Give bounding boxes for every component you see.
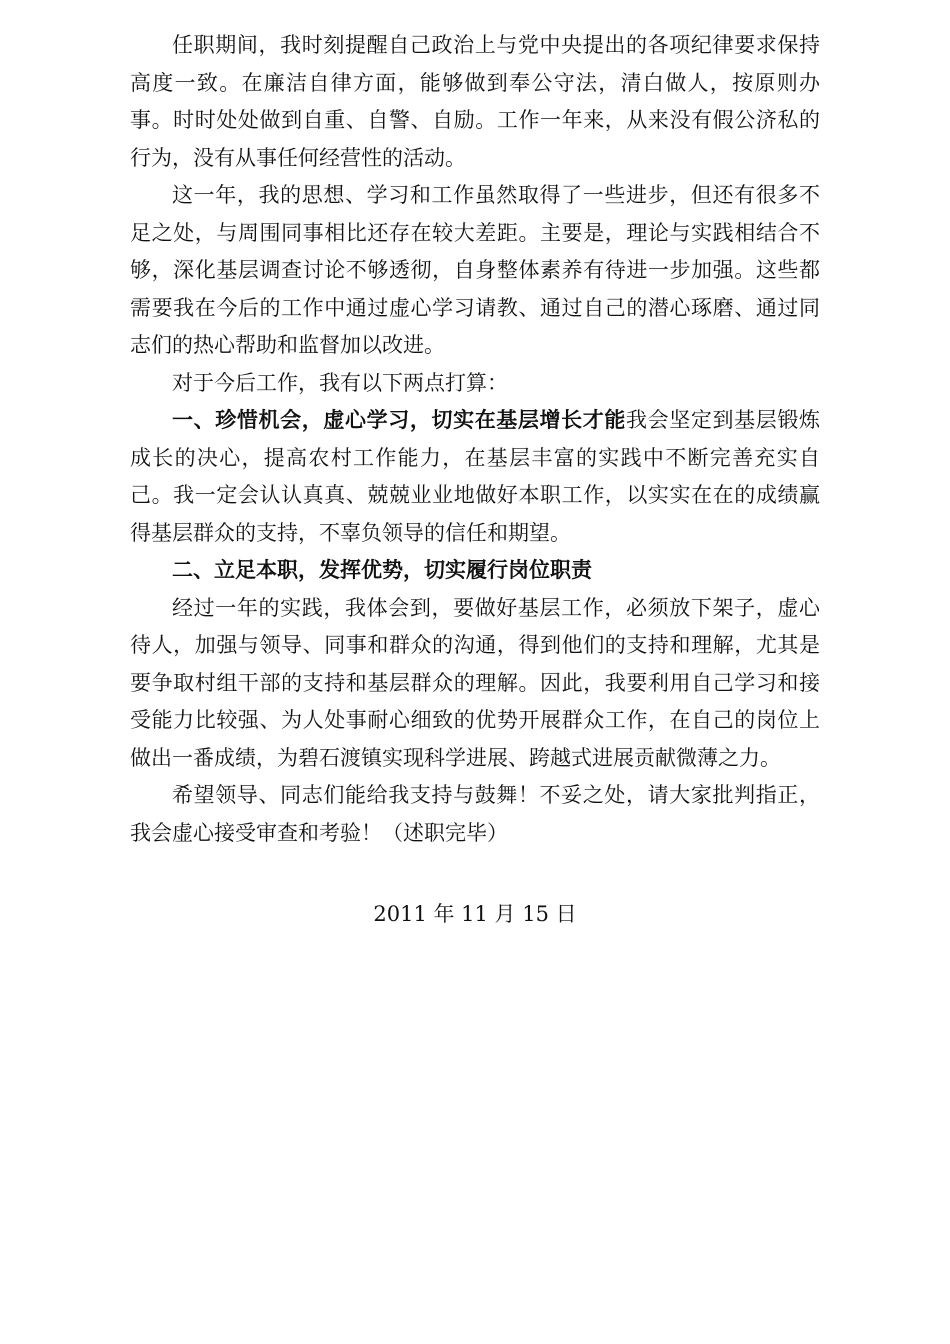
paragraph-shortcomings: 这一年，我的思想、学习和工作虽然取得了一些进步，但还有很多不足之处，与周围同事相比还存在较大差距。主要是，理论与实践相结合不够，深化基层调查讨论不够透彻，自身整体素养有待进一步加强。这些都需要我在今后的工作中通过虚心学习请教、通过自己的潜心琢磨、通过同志们的热心帮助和监督加以改进。 xyxy=(130,183,820,357)
paragraph-plan-two-body: 经过一年的实践，我体会到，要做好基层工作，必须放下架子，虚心待人，加强与领导、同事和群众的沟通，得到他们的支持和理解，尤其是要争取村组干部的支持和基层群众的理解。因此，我要利用自己学习和接受能力比较强、为人处事耐心细致的优势开展群众工作，在自己的岗位上做出一番成绩，为碧石渡镇实现科学进展、跨越式进展贡献微薄之力。 xyxy=(130,595,820,770)
document-page xyxy=(130,27,820,934)
plan-one-heading: 一、珍惜机会，虚心学习，切实在基层增长才能 xyxy=(172,408,627,432)
plan-one-body: 我会坚定到基层锻炼成长的决心，提高农村工作能力，在基层丰富的实践中不断完善充实自己。我一定会认认真真、兢兢业业地做好本职工作，以实实在在的成绩赢得基层群众的支持，不辜负领导的信任和期望。 xyxy=(130,408,821,545)
document-date: 2011 年 11 月 15 日 xyxy=(373,902,577,926)
paragraph-closing: 希望领导、同志们能给我支持与鼓舞！不妥之处，请大家批判指正，我会虚心接受审查和考验！（述职完毕） xyxy=(130,783,820,845)
plan-two-heading: 二、立足本职，发挥优势，切实履行岗位职责 xyxy=(172,558,592,582)
paragraph-plan-one xyxy=(130,402,820,552)
paragraph-discipline: 任职期间，我时刻提醒自己政治上与党中央提出的各项纪律要求保持高度一致。在廉洁自律方面，能够做到奉公守法，清白做人，按原则办事。时时处处做到自重、自警、自励。工作一年来，从来没有假公济私的行为，没有从事任何经营性的活动。 xyxy=(130,33,820,170)
paragraph-plans-intro: 对于今后工作，我有以下两点打算： xyxy=(172,370,508,395)
